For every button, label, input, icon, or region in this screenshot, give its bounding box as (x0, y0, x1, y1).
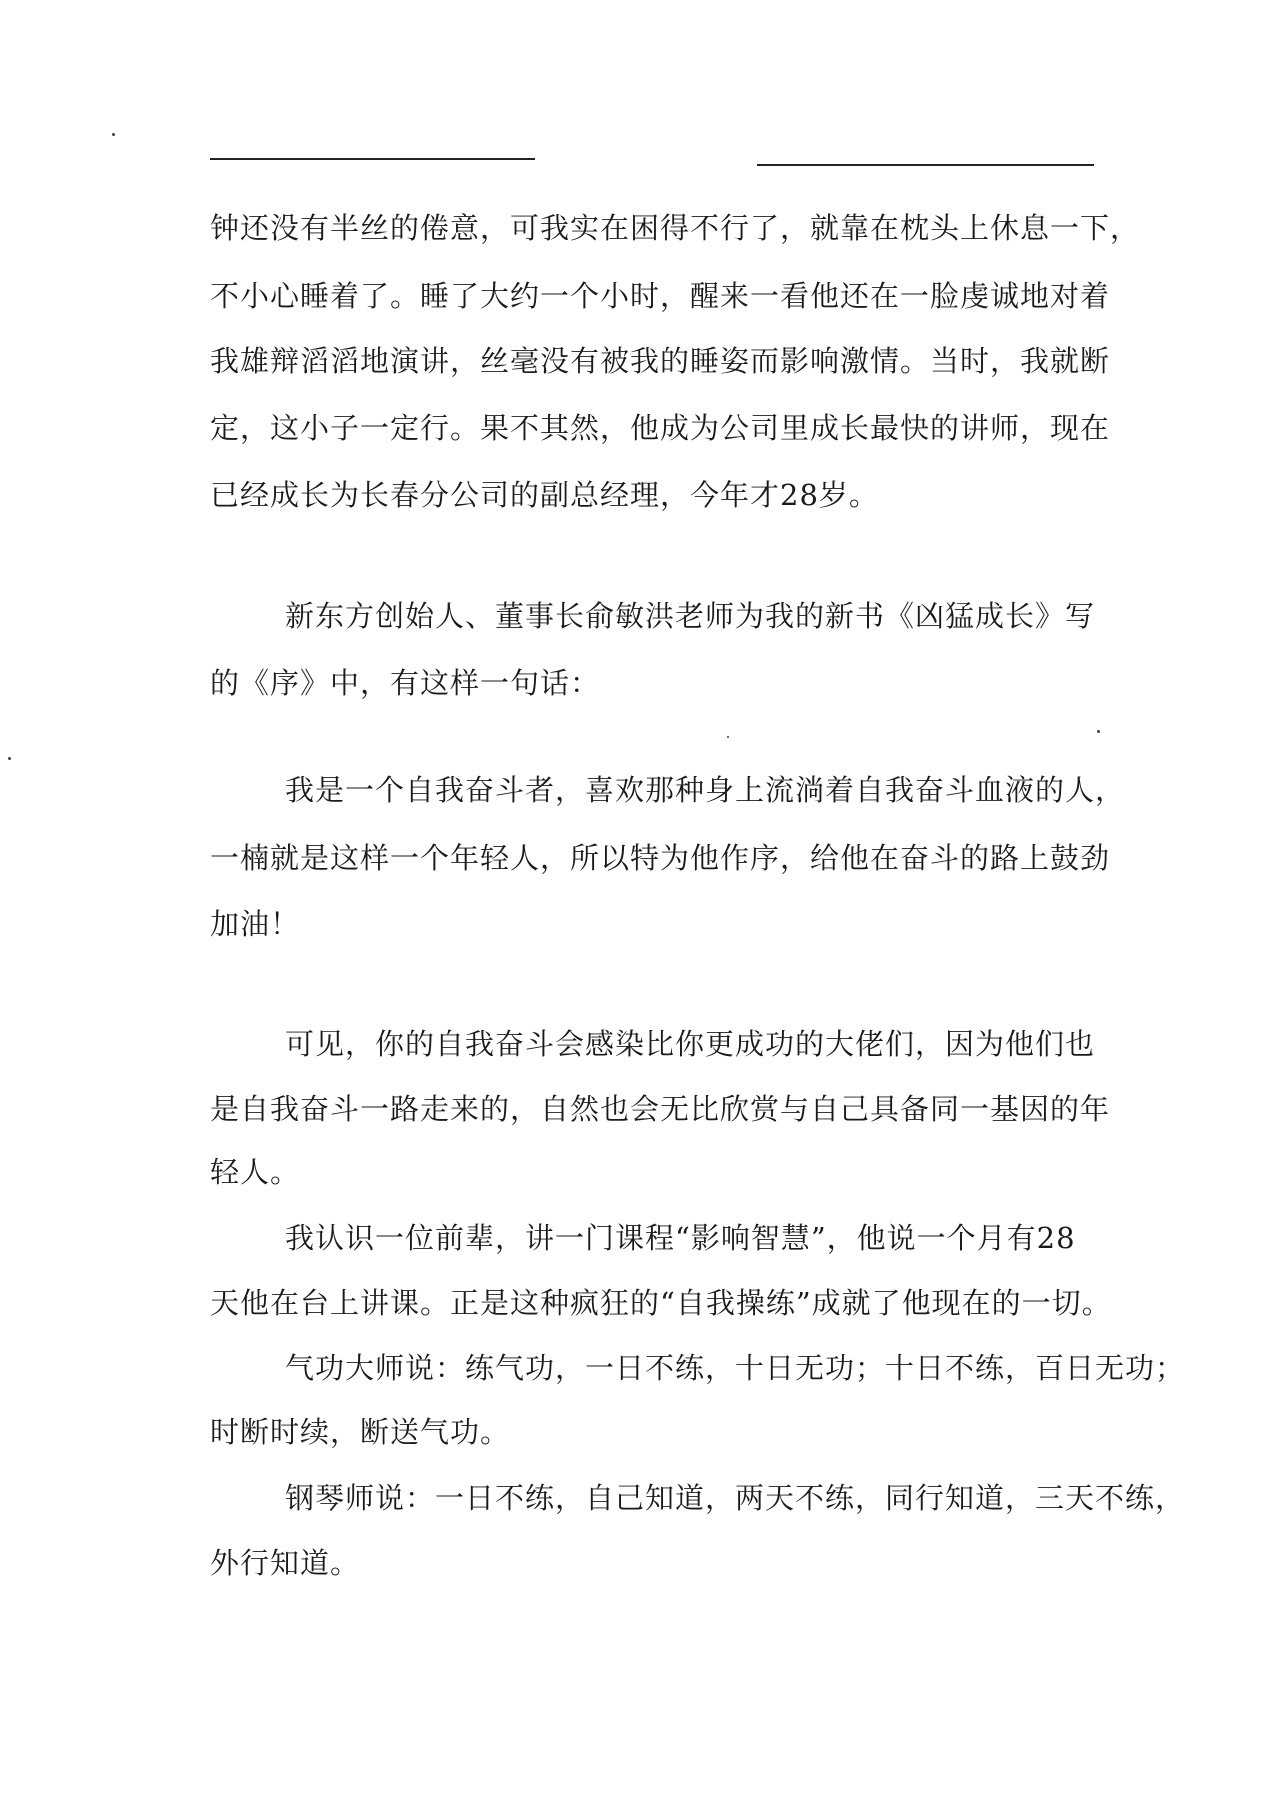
text-line: 定，这小子一定行。果不其然，他成为公司里成长最快的讲师，现在 (210, 411, 1111, 445)
scan-speck (1097, 730, 1100, 733)
header-rule-left (210, 158, 535, 160)
text-line: 可见，你的自我奋斗会感染比你更成功的大佬们，因为他们也 (285, 1027, 1096, 1061)
text-line: 我雄辩滔滔地演讲，丝毫没有被我的睡姿而影响激情。当时，我就断 (210, 344, 1111, 378)
text-line: 外行知道。 (210, 1546, 361, 1580)
text-line: 钢琴师说：一日不练，自己知道，两天不练，同行知道，三天不练， (285, 1481, 1186, 1515)
quote-line: 一楠就是这样一个年轻人，所以特为他作序，给他在奋斗的路上鼓劲 (210, 841, 1111, 875)
quote-line: 加油！ (210, 907, 301, 941)
scan-speck (8, 757, 11, 760)
header-rule-right (757, 164, 1094, 166)
text-line: 是自我奋斗一路走来的，自然也会无比欣赏与自己具备同一基因的年 (210, 1092, 1111, 1126)
text-line: 我认识一位前辈，讲一门课程“影响智慧”，他说一个月有28 (285, 1221, 1076, 1255)
scan-speck (727, 736, 729, 738)
scan-speck (112, 133, 115, 136)
text-line: 天他在台上讲课。正是这种疯狂的“自我操练”成就了他现在的一切。 (210, 1286, 1112, 1320)
text-line: 轻人。 (210, 1155, 301, 1189)
text-line: 气功大师说：练气功，一日不练，十日无功；十日不练，百日无功； (285, 1351, 1186, 1385)
quote-line: 我是一个自我奋斗者，喜欢那种身上流淌着自我奋斗血液的人， (285, 773, 1126, 807)
text-line: 钟还没有半丝的倦意，可我实在困得不行了，就靠在枕头上休息一下， (210, 211, 1141, 245)
text-line: 时断时续，断送气功。 (210, 1415, 511, 1449)
text-line: 新东方创始人、董事长俞敏洪老师为我的新书《凶猛成长》写 (285, 599, 1096, 633)
text-line: 的《序》中，有这样一句话： (210, 666, 601, 700)
text-line: 已经成长为长春分公司的副总经理，今年才28岁。 (210, 478, 879, 512)
text-line: 不小心睡着了。睡了大约一个小时，醒来一看他还在一脸虔诚地对着 (210, 279, 1111, 313)
